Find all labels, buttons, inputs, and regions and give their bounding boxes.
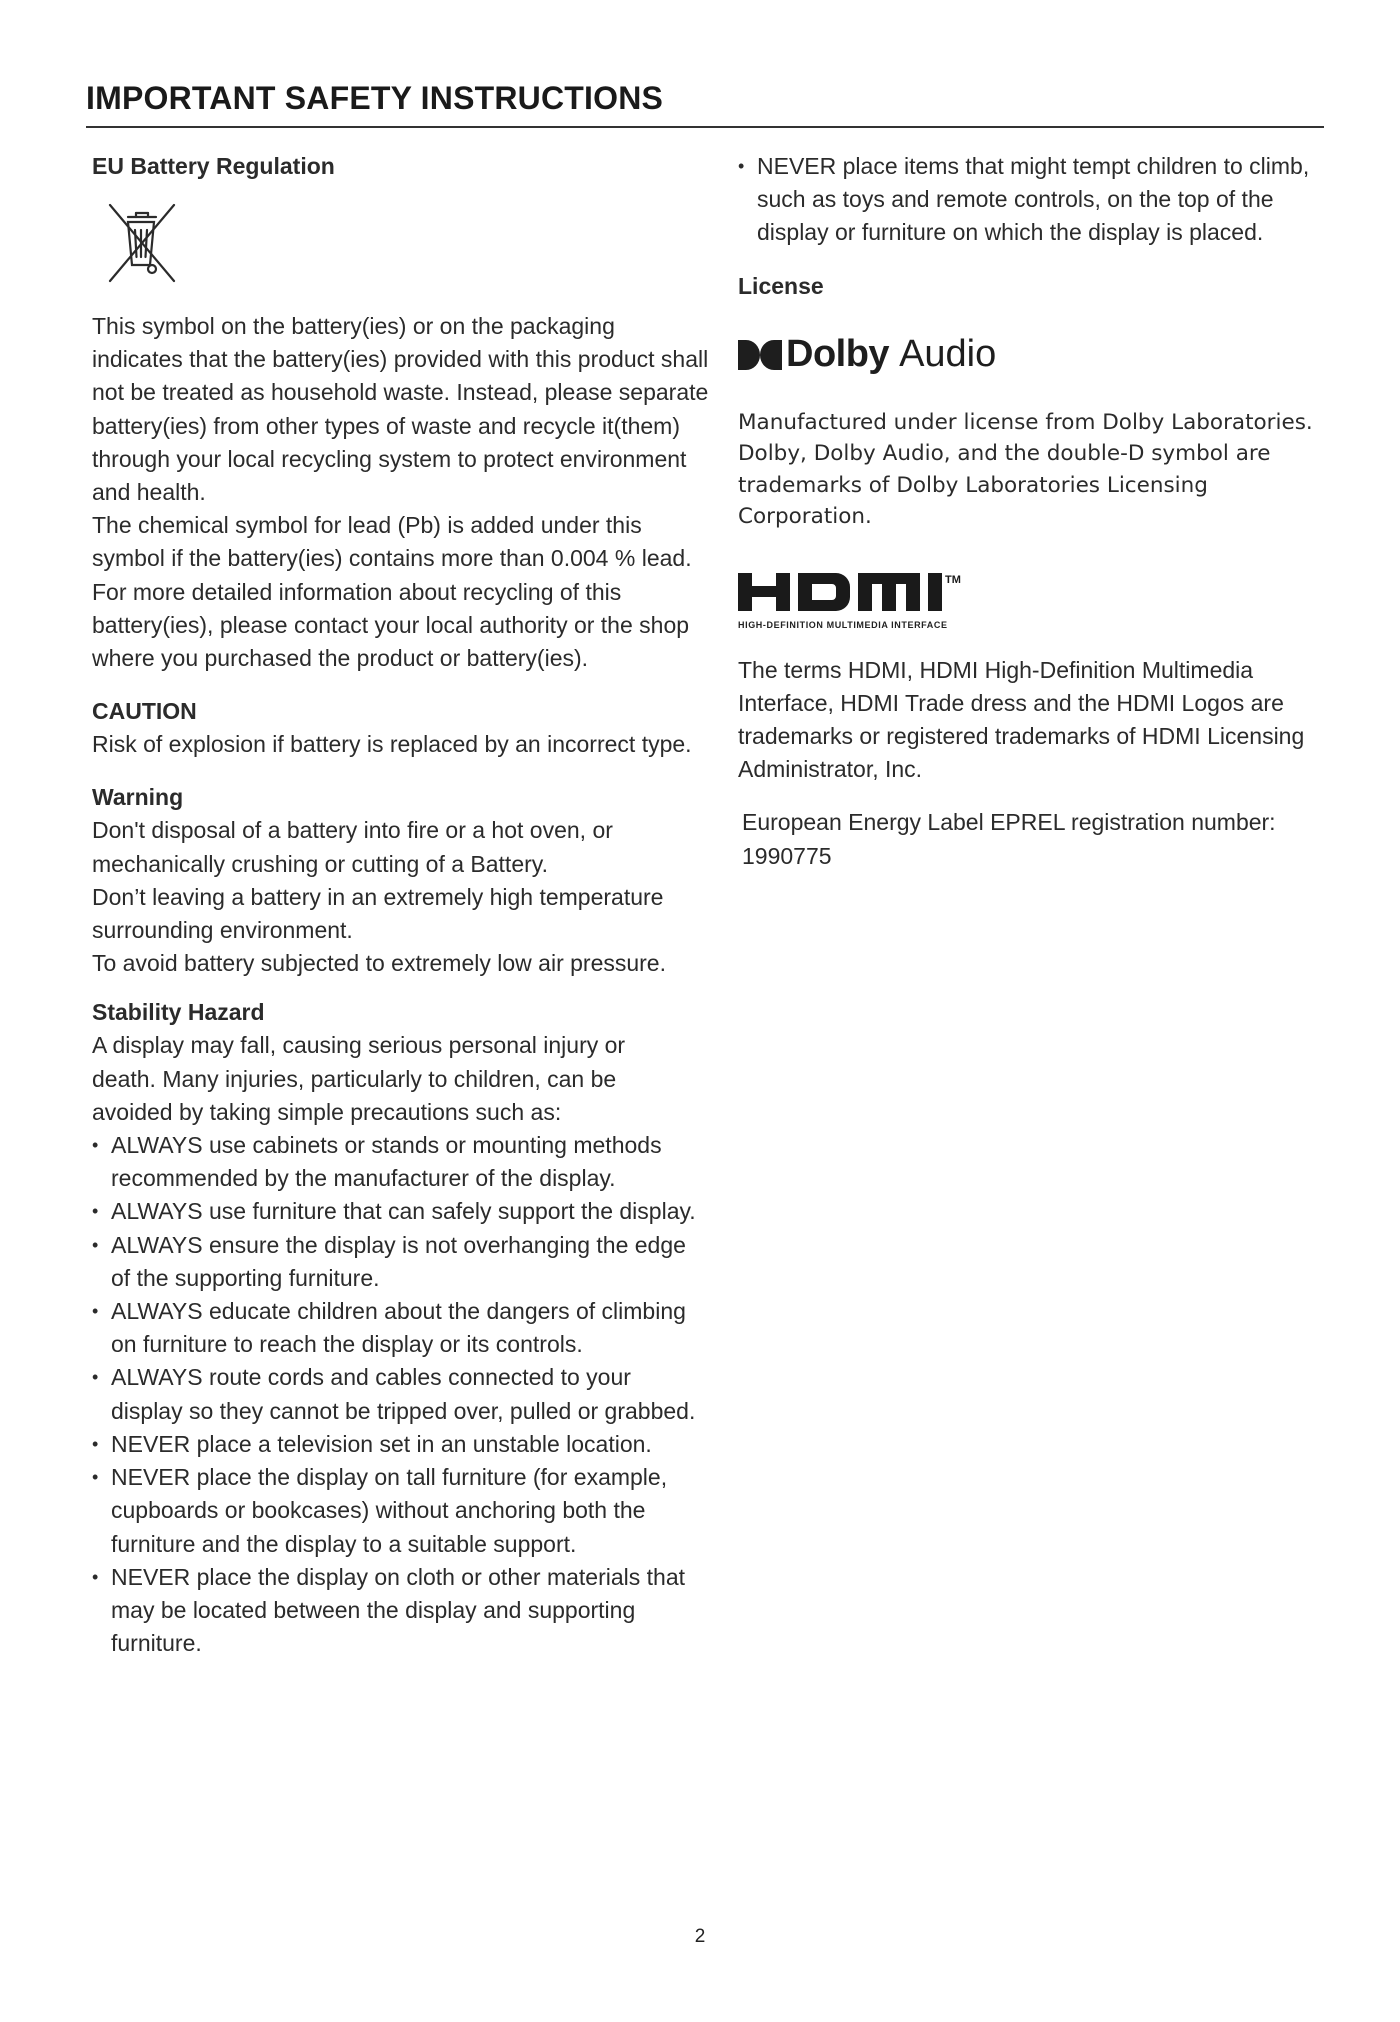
list-item: • ALWAYS route cords and cables connected to your display so they cannot be tripped over, pulled or grabbed. — [92, 1361, 704, 1427]
bullet-dot: • — [738, 156, 745, 176]
energy-label — [742, 806, 1338, 872]
energy-label-line-1: European Energy Label EPREL registration number: — [742, 809, 1276, 836]
warning-line-3: To avoid battery subjected to extremely low air pressure. — [92, 950, 666, 977]
stability-list-continued — [738, 150, 1338, 250]
list-item: • ALWAYS educate children about the dangers of climbing on furniture to reach the display or its controls. — [92, 1295, 704, 1361]
right-column — [738, 150, 1338, 873]
bullet-dot: • — [92, 1467, 99, 1488]
battery-paragraph-2: The chemical symbol for lead (Pb) is added under this symbol if the battery(ies) contains more than 0.004 % lead. For more detailed information about recycling of this battery(ies), please contact your local authority or the shop where you purchased the product or battery(ies). — [92, 512, 692, 672]
warning-line-2: Don’t leaving a battery in an extremely high temperature surrounding environment. — [92, 883, 664, 944]
hdmi-license-text: The terms HDMI, HDMI High-Definition Multimedia Interface, HDMI Trade dress and the HDMI Logos are trademarks or registered trademarks of HDMI Licensing Administrator, Inc. — [738, 656, 1305, 783]
bullet-dot: • — [92, 1135, 99, 1156]
page-title: IMPORTANT SAFETY INSTRUCTIONS — [86, 80, 664, 116]
bullet-dot: • — [92, 1433, 99, 1454]
list-item: • ALWAYS use furniture that can safely support the display. — [92, 1195, 704, 1228]
eprel-number: 1990775 — [742, 842, 832, 869]
list-item: • ALWAYS ensure the display is not overhanging the edge of the supporting furniture. — [92, 1229, 704, 1295]
warning-line-1: Don't disposal of a battery into fire or a hot oven, or mechanically crushing or cutting of a Battery. — [92, 817, 613, 877]
caution-heading: CAUTION — [92, 698, 197, 725]
bullet-dot: • — [92, 1566, 99, 1587]
stability-intro: A display may fall, causing serious personal injury or death. Many injuries, particularly to children, can be avoided by taking simple precautions such as: — [92, 1032, 626, 1125]
battery-paragraph-1: This symbol on the battery(ies) or on the packaging indicates that the battery(ies) provided with this product shall not be treated as household waste. Instead, please separate battery(ies) from other types of waste and recycle it(them) through your local recycling system to protect environment and health. — [92, 313, 709, 506]
list-item: • ALWAYS use cabinets or stands or mounting methods recommended by the manufacturer of the display. — [92, 1129, 704, 1195]
dolby-double-d-icon — [738, 340, 782, 370]
hdmi-logo — [738, 569, 978, 630]
hdmi-logo-subtitle: HIGH-DEFINITION MULTIMEDIA INTERFACE — [738, 619, 948, 630]
dolby-audio-logo — [738, 333, 1338, 377]
page-number: 2 — [694, 1926, 706, 1947]
dolby-logo-word: Dolby — [786, 333, 890, 376]
bullet-dot: • — [92, 1301, 99, 1322]
dolby-license-text: Manufactured under license from Dolby Laboratories. Dolby, Dolby Audio, and the double-D symbol are trademarks of Dolby Laboratories Licensing Corporation. — [738, 409, 1313, 530]
battery-heading: EU Battery Regulation — [92, 153, 335, 179]
license-heading: License — [738, 272, 824, 299]
hdmi-wordmark-icon — [738, 569, 978, 613]
caution-text: Risk of explosion if battery is replaced by an incorrect type. — [92, 731, 692, 758]
list-item: • NEVER place items that might tempt children to climb, such as toys and remote controls, on the top of the display or furniture on which the display is placed. — [738, 150, 1338, 250]
crossed-out-wheeled-bin-icon — [104, 203, 180, 283]
bullet-dot: • — [92, 1201, 99, 1222]
bullet-dot: • — [92, 1234, 99, 1255]
stability-heading: Stability Hazard — [92, 999, 265, 1026]
svg-text:TM: TM — [945, 573, 961, 586]
left-column — [92, 150, 712, 1660]
bullet-dot: • — [92, 1367, 99, 1388]
stability-list — [92, 1129, 704, 1660]
title-rule — [86, 126, 1324, 128]
list-item: • NEVER place a television set in an unstable location. — [92, 1428, 704, 1461]
list-item: • NEVER place the display on tall furniture (for example, cupboards or bookcases) without anchoring both the furniture and the display to a suitable support. — [92, 1461, 704, 1561]
warning-heading: Warning — [92, 784, 184, 811]
dolby-logo-audio: Audio — [899, 333, 997, 376]
list-item: • NEVER place the display on cloth or other materials that may be located between the display and supporting furniture. — [92, 1561, 704, 1661]
